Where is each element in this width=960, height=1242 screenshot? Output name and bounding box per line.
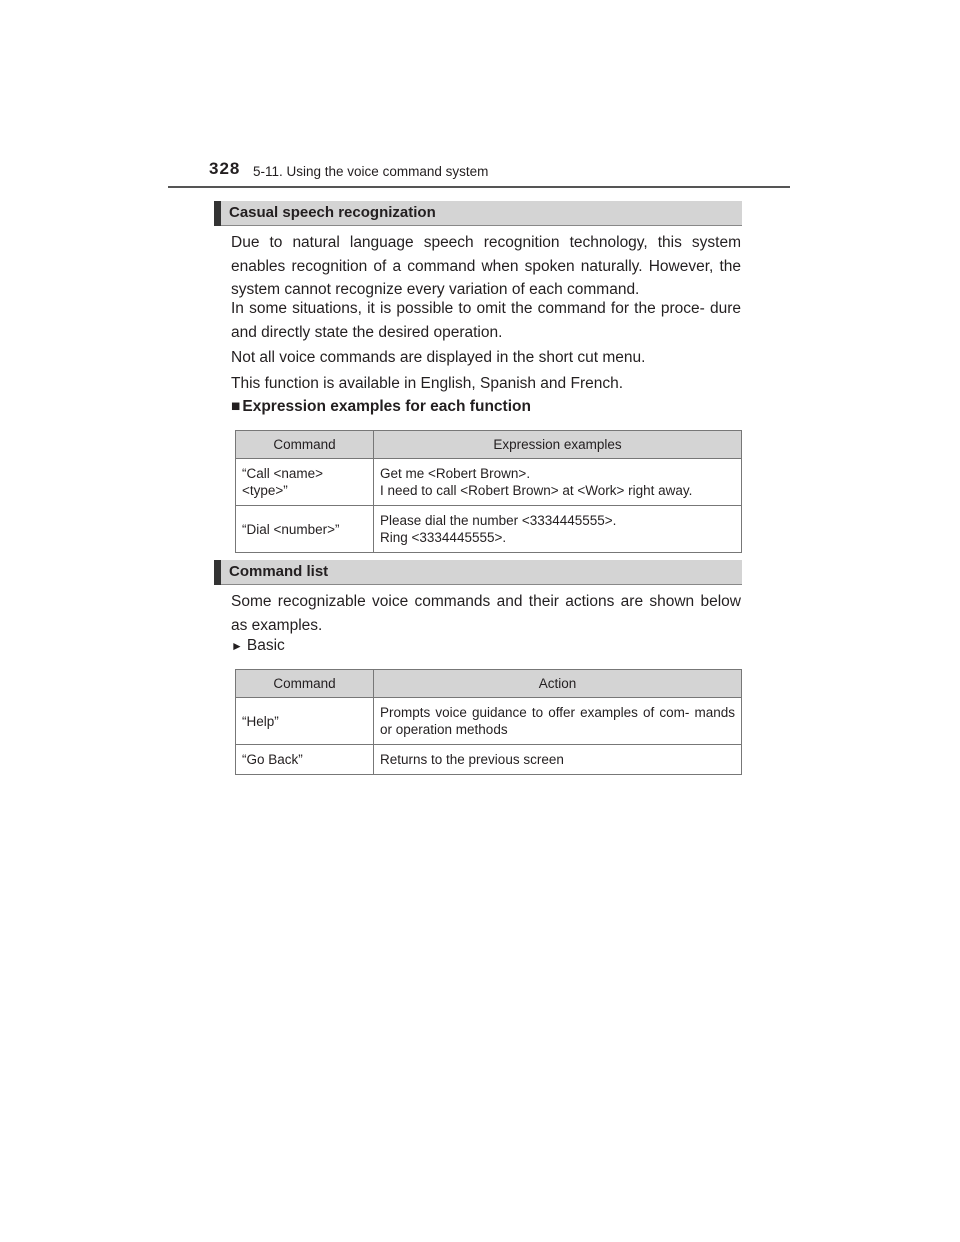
- section-title: Casual speech recognization: [229, 204, 436, 221]
- bullet-text: Basic: [246, 637, 285, 654]
- action-cell: Prompts voice guidance to offer examples of com- mands or operation methods: [374, 698, 742, 745]
- running-head: 5-11. Using the voice command system: [253, 164, 489, 179]
- subheading-text: Expression examples for each function: [242, 398, 531, 415]
- expression-cell: [374, 506, 742, 553]
- section-header-command-list: [214, 560, 742, 585]
- paragraph: Some recognizable voice commands and their actions are shown below as examples.: [231, 593, 741, 634]
- square-bullet-icon: ■: [231, 398, 241, 415]
- command-action-table: [235, 669, 742, 775]
- command-cell: “Help”: [236, 698, 374, 745]
- column-header: Expression examples: [374, 431, 742, 459]
- paragraph: This function is available in English, Spanish and French.: [231, 375, 624, 392]
- bullet-item: [231, 637, 285, 655]
- column-header: Command: [236, 670, 374, 698]
- section-header-casual-speech: [214, 201, 742, 226]
- page-number: 328: [209, 159, 241, 178]
- table-header-row: [236, 670, 742, 698]
- table-row: [236, 745, 742, 775]
- expression-examples-table: [235, 430, 742, 553]
- table-row: [236, 506, 742, 553]
- expression-line: Please dial the number <3334445555>.: [380, 513, 617, 528]
- command-cell: “Call <name> <type>”: [236, 459, 374, 506]
- paragraph: Due to natural language speech recognition technology, this system enables recognition of a command when spoken naturally. However, the system cannot recognize every variation of each command.: [231, 234, 741, 298]
- header-divider: [168, 186, 790, 188]
- paragraph: In some situations, it is possible to omit the command for the proce- dure and directly state the desired operation.: [231, 300, 741, 341]
- action-cell: Returns to the previous screen: [374, 745, 742, 775]
- subheading: [231, 398, 531, 416]
- triangle-bullet-icon: ►: [231, 639, 243, 653]
- table-row: [236, 698, 742, 745]
- column-header: Command: [236, 431, 374, 459]
- expression-line: Get me <Robert Brown>.: [380, 466, 531, 481]
- column-header: Action: [374, 670, 742, 698]
- expression-line: Ring <3334445555>.: [380, 530, 507, 545]
- expression-cell: [374, 459, 742, 506]
- section-title: Command list: [229, 563, 329, 580]
- table-header-row: [236, 431, 742, 459]
- table-row: [236, 459, 742, 506]
- command-cell: “Go Back”: [236, 745, 374, 775]
- section-accent-bar: [214, 560, 221, 585]
- section-accent-bar: [214, 201, 221, 226]
- expression-line: I need to call <Robert Brown> at <Work> right away.: [380, 483, 693, 498]
- paragraph: Not all voice commands are displayed in the short cut menu.: [231, 349, 646, 366]
- command-cell: “Dial <number>”: [236, 506, 374, 553]
